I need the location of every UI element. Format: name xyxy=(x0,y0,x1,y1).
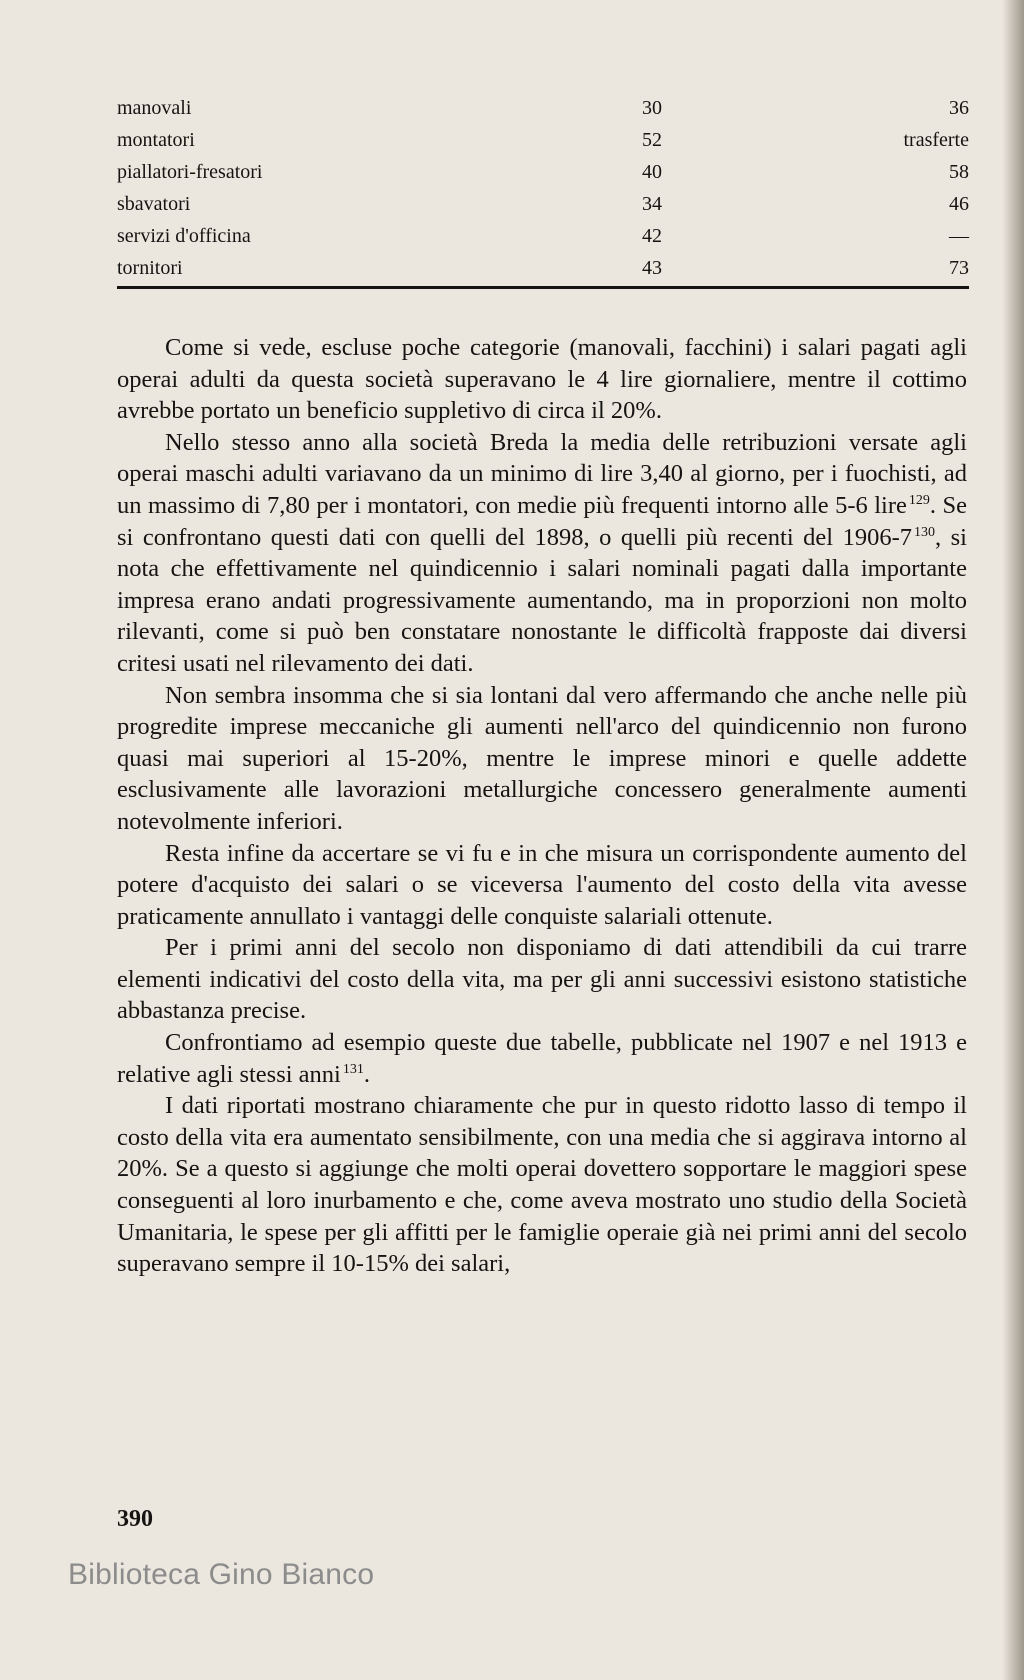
table-cell-value: — xyxy=(949,225,969,247)
paragraph-2 xyxy=(117,427,967,680)
page-edge-shadow xyxy=(1002,0,1024,1680)
table-cell-value: 36 xyxy=(949,97,969,119)
table-cell-value: 43 xyxy=(642,257,662,279)
wage-table xyxy=(117,92,969,284)
paragraph-2-text-b: . Se si confrontano questi dati con quelli del 1898, o quelli più recenti del 1906-7 xyxy=(117,491,968,551)
table-cell-value: 42 xyxy=(642,225,662,247)
library-watermark: Biblioteca Gino Bianco xyxy=(68,1558,375,1591)
table-row xyxy=(117,156,969,188)
table-row xyxy=(117,220,969,252)
paragraph-7: I dati riportati mostrano chiaramente che pur in questo ridotto lasso di tempo il costo della vita era aumentato sensibilmente, con una media che si aggirava intorno al 20%. Se a questo si aggiunge che molti operai dovettero sopportare le maggiori spese conseguenti al loro inurbamento e che, come aveva mostrato uno studio della Società Umanitaria, le spese per gli affitti per le famiglie operaie già nei primi anni del secolo superavano sempre il 10-15% dei salari, xyxy=(117,1092,967,1278)
paragraph-4: Resta infine da accertare se vi fu e in che misura un corrispondente aumento del potere d'acquisto dei salari o se viceversa l'aumento del costo della vita avesse praticamente annullato i vantaggi delle conquiste salariali ottenute. xyxy=(117,839,967,930)
paragraph-2-text-a: Nello stesso anno alla società Breda la media delle retribuzioni versate agli operai maschi adulti variavano da un minimo di lire 3,40 al giorno, per i fuochisti, ad un massimo di 7,80 per i montatori, con medie più frequenti intorno alle 5-6 lire xyxy=(117,428,967,519)
table-row xyxy=(117,252,969,284)
table-cell-category: servizi d'officina xyxy=(117,225,251,247)
table-cell-value: 30 xyxy=(642,97,662,119)
table-cell-value: trasferte xyxy=(903,129,969,151)
table-cell-value: 52 xyxy=(642,129,662,151)
paragraph-5: Per i primi anni del secolo non disponiamo di dati attendibili da cui trarre elementi indicativi del costo della vita, ma per gli anni successivi esistono statistiche abbastanza precise. xyxy=(117,934,967,1025)
table-cell-value: 40 xyxy=(642,161,662,183)
table-cell-value: 46 xyxy=(949,193,969,215)
paragraph-2-text-c: , si nota che effettivamente nel quindicennio i salari nominali pagati dalla importante impresa erano andati progressivamente aumentando, ma in proporzioni non molto rilevanti, come si può ben constatare nonostante le difficoltà frapposte dai diversi critesi usati nel rilevamento dei dati. xyxy=(117,523,967,677)
table-cell-category: sbavatori xyxy=(117,193,191,215)
paragraph-6 xyxy=(117,1027,967,1090)
footnote-ref-131: 131 xyxy=(342,1061,364,1077)
table-cell-value: 34 xyxy=(642,193,662,215)
page-number: 390 xyxy=(117,1506,153,1532)
table-cell-value: 58 xyxy=(949,161,969,183)
table-row xyxy=(117,92,969,124)
table-cell-category: tornitori xyxy=(117,257,183,279)
table-row xyxy=(117,124,969,156)
table-cell-category: piallatori-fresatori xyxy=(117,161,263,183)
table-cell-value: 73 xyxy=(949,257,969,279)
paragraph-1: Come si vede, escluse poche categorie (manovali, facchini) i salari pagati agli operai adulti da questa società superavano le 4 lire giornaliere, mentre il cottimo avrebbe portato un beneficio suppletivo di circa il 20%. xyxy=(117,334,967,425)
paragraph-3: Non sembra insomma che si sia lontani dal vero affermando che anche nelle più progredite imprese meccaniche gli aumenti nell'arco del quindicennio non furono quasi mai superiori al 15-20%, mentre le imprese minori e quelle addette esclusivamente alle lavorazioni metallurgiche concessero generalmente aumenti notevolmente inferiori. xyxy=(117,681,967,835)
table-row xyxy=(117,188,969,220)
footnote-ref-129: 129 xyxy=(908,492,930,508)
body-text xyxy=(117,332,967,1280)
paragraph-6-text-a: Confrontiamo ad esempio queste due tabelle, pubblicate nel 1907 e nel 1913 e relative agli stessi anni xyxy=(117,1029,967,1088)
paragraph-6-text-b: . xyxy=(363,1060,371,1088)
table-cell-category: manovali xyxy=(117,97,192,119)
table-cell-category: montatori xyxy=(117,129,195,151)
footnote-ref-130: 130 xyxy=(914,524,936,540)
table-bottom-rule xyxy=(117,286,969,289)
